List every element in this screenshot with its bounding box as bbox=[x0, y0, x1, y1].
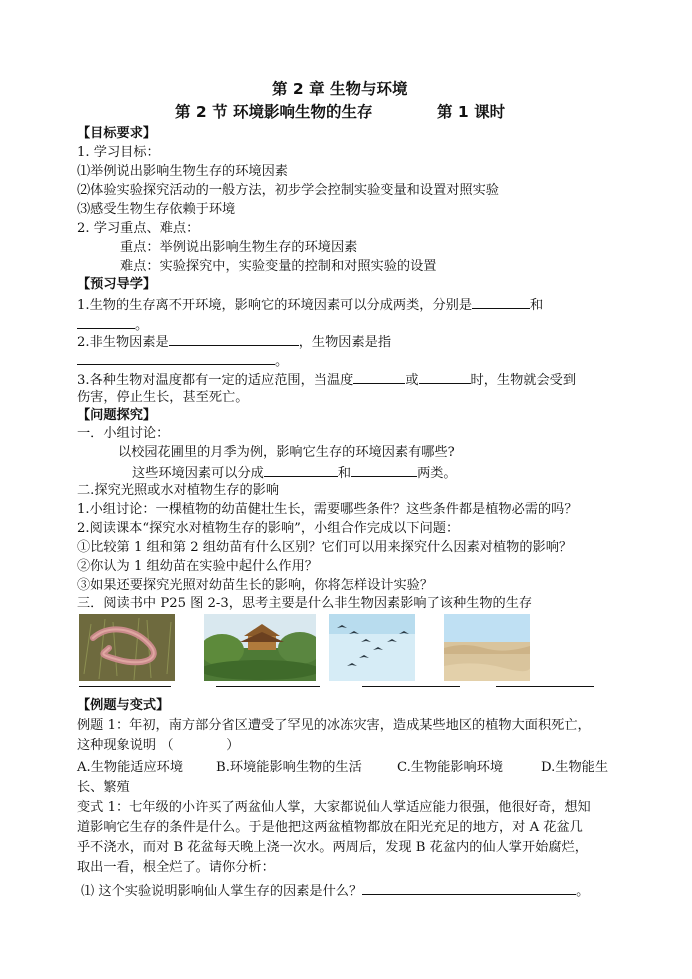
earthworm-image bbox=[79, 614, 175, 681]
variant-line1: 变式 1：七年级的小许买了两盆仙人掌，大家都说仙人掌适应能力很强，他很好奇，想知 bbox=[77, 800, 591, 815]
answer-blank[interactable] bbox=[472, 294, 530, 309]
earthworm-photo bbox=[79, 614, 175, 681]
pavilion-photo bbox=[204, 614, 316, 681]
option-b: B.环境能影响生物的生活 bbox=[216, 760, 362, 775]
option-c: C.生物能影响环境 bbox=[397, 760, 504, 775]
explore-c2: ②你认为 1 组幼苗在实验中起什么作用？ bbox=[77, 559, 318, 574]
explore-p2: 2.阅读课本“探究水对植物生存的影响”，小组合作完成以下问题： bbox=[77, 521, 460, 536]
goals-item1: 1. 学习目标： bbox=[77, 145, 160, 160]
explore-c3: ③如果还要探究光照对幼苗生长的影响，你将怎样设计实验？ bbox=[77, 578, 434, 593]
desert-photo bbox=[444, 614, 530, 681]
preview-q3-line2: 伤害，停止生长，甚至死亡。 bbox=[77, 390, 249, 405]
goals-item2: 2. 学习重点、难点： bbox=[77, 221, 200, 236]
goal-2: ⑵体验实验探究活动的一般方法，初步学会控制实验变量和设置对照实验 bbox=[77, 183, 499, 198]
q3-text: 3.各种生物对温度都有一定的适应范围，当温度 bbox=[77, 373, 354, 388]
chapter-title: 第 2 章 生物与环境 bbox=[272, 80, 408, 98]
variant-question1 bbox=[81, 880, 589, 902]
q1-text: 1.生物的生存离不开环境，影响它的环境因素可以分成两类，分别是 bbox=[77, 298, 473, 313]
geese-image bbox=[329, 614, 415, 681]
explore-heading: 【问题探究】 bbox=[77, 408, 157, 423]
photo-answer-line-2[interactable] bbox=[216, 686, 320, 687]
preview-q1-line1 bbox=[77, 294, 543, 316]
answer-blank[interactable] bbox=[362, 880, 576, 895]
q3-tail: 时，生物就会受到 bbox=[470, 373, 577, 388]
lesson-label: 第 1 课时 bbox=[437, 103, 506, 121]
answer-blank[interactable] bbox=[419, 369, 471, 384]
photo-answer-line-1[interactable] bbox=[79, 686, 171, 687]
variant-line4: 取出一看，根全烂了。请你分析： bbox=[77, 860, 275, 875]
explore-part1: 一．小组讨论： bbox=[77, 426, 170, 441]
d2-end: 两类。 bbox=[417, 466, 457, 481]
geese-photo bbox=[329, 614, 415, 681]
option-d: D.生物能生 bbox=[541, 760, 609, 775]
explore-c1: ①比较第 1 组和第 2 组幼苗有什么区别？它们可以用来探究什么因素对植物的影响？ bbox=[77, 540, 573, 555]
section-title: 第 2 节 环境影响生物的生存 bbox=[175, 103, 373, 121]
desert-image bbox=[444, 614, 530, 681]
explore-part3: 三．阅读书中 P25 图 2-3，思考主要是什么非生物因素影响了该种生物的生存 bbox=[77, 596, 533, 611]
photo-answer-line-3[interactable] bbox=[362, 686, 460, 687]
answer-blank[interactable] bbox=[77, 350, 275, 365]
answer-blank[interactable] bbox=[77, 314, 135, 329]
q2-mid: ，生物因素是指 bbox=[298, 335, 392, 350]
preview-heading: 【预习导学】 bbox=[77, 277, 157, 292]
photo-answer-line-4[interactable] bbox=[496, 686, 594, 687]
answer-blank[interactable] bbox=[351, 462, 417, 477]
goal-1: ⑴举例说出影响生物生存的环境因素 bbox=[77, 164, 288, 179]
d2-text: 这些环境因素可以分成 bbox=[132, 466, 264, 481]
examples-heading: 【例题与变式】 bbox=[77, 698, 170, 713]
d2-and: 和 bbox=[337, 466, 352, 481]
q3-or: 或 bbox=[405, 373, 419, 388]
pavilion-image bbox=[204, 614, 316, 681]
variant-line3: 乎不浇水，而对 B 花盆每天晚上浇一次水。两周后，发现 B 花盆内的仙人掌开始腐烂， bbox=[77, 840, 588, 855]
key-point: 重点：举例说出影响生物生存的环境因素 bbox=[120, 240, 358, 255]
explore-p1: 1.小组讨论：一棵植物的幼苗健壮生长，需要哪些条件？这些条件都是植物必需的吗？ bbox=[77, 502, 578, 517]
q2-text: 2.非生物因素是 bbox=[77, 335, 169, 350]
variant-line2: 道影响它生存的条件是什么。于是他把这两盆植物都放在阳光充足的地方，对 A 花盆几 bbox=[77, 820, 583, 835]
example1-line2: 这种现象说明 （ ） bbox=[77, 738, 240, 753]
answer-blank[interactable] bbox=[353, 369, 405, 384]
vq1-text: ⑴ 这个实验说明影响仙人掌生存的因素是什么？ bbox=[81, 884, 363, 899]
vq1-end: 。 bbox=[576, 884, 590, 899]
answer-blank[interactable] bbox=[169, 331, 299, 346]
example1-line1: 例题 1：年初，南方部分省区遭受了罕见的冰冻灾害，造成某些地区的植物大面积死亡， bbox=[77, 718, 591, 733]
goals-heading: 【目标要求】 bbox=[77, 126, 157, 141]
q1-end: 。 bbox=[135, 318, 149, 333]
discussion-1: 以校园花圃里的月季为例，影响它生存的环境因素有哪些? bbox=[118, 445, 455, 460]
option-d-cont: 长、繁殖 bbox=[77, 780, 130, 795]
goal-3: ⑶感受生物生存依赖于环境 bbox=[77, 202, 236, 217]
option-a: A.生物能适应环境 bbox=[77, 760, 184, 775]
q2-end: 。 bbox=[275, 354, 289, 369]
explore-part2: 二.探究光照或水对植物生存的影响 bbox=[77, 483, 280, 498]
answer-blank[interactable] bbox=[264, 462, 338, 477]
q1-and: 和 bbox=[530, 298, 544, 313]
difficult-point: 难点：实验探究中，实验变量的控制和对照实验的设置 bbox=[120, 259, 437, 274]
